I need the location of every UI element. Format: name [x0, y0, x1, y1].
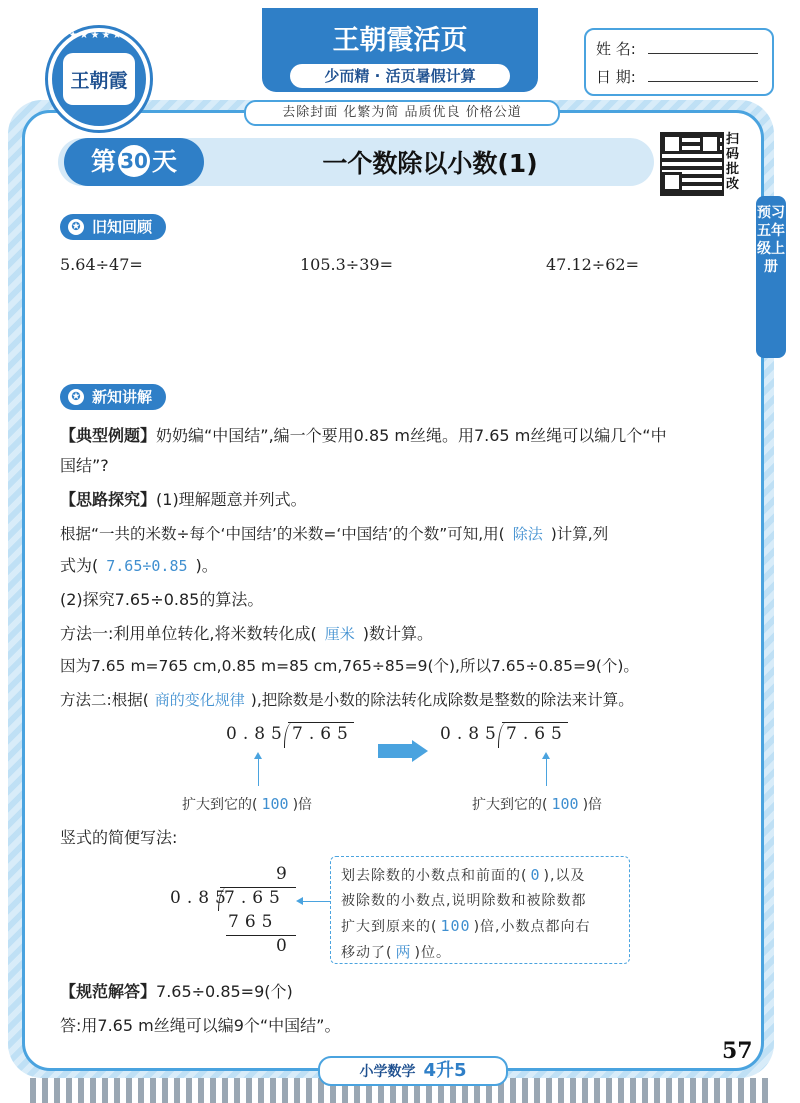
method2-text-end: ),把除数是小数的除法转化成除数是整数的除法来计算。 — [250, 691, 634, 709]
answer-line — [60, 980, 293, 1004]
dividend-left: 7.65 — [292, 724, 354, 744]
divisor-left: 0.85 — [226, 724, 288, 744]
note-line-3 — [341, 914, 619, 940]
vertical-remainder: 0 — [276, 936, 293, 956]
slogan: 去除封面 化繁为简 品质优良 价格公道 — [244, 100, 560, 126]
note-line-1 — [341, 863, 619, 889]
dividend-right: 7.65 — [506, 724, 568, 744]
formula-answer: 7.65÷0.85 — [106, 557, 188, 575]
formula-line — [60, 554, 218, 578]
caption-text-end: )倍 — [582, 797, 603, 813]
footer-badge — [318, 1056, 508, 1086]
qr-corner-icon — [662, 172, 682, 192]
explore-step1: (1)理解题意并列式。 — [156, 490, 307, 509]
up-arrow-icon — [258, 758, 259, 786]
name-field[interactable] — [648, 39, 758, 54]
qr-corner-icon — [662, 134, 682, 154]
vertical-dividend: 7.65 — [224, 888, 286, 908]
medal-icon: ✪ — [68, 219, 84, 235]
logo-stars-icon: ★★★★★ — [68, 30, 124, 41]
caption-text: 扩大到它的( — [182, 797, 258, 813]
method2-answer: 商的变化规律 — [154, 691, 245, 709]
method1-answer: 厘米 — [324, 625, 355, 643]
explanation-note — [330, 856, 630, 964]
exercise-2: 105.3÷39= — [300, 255, 393, 274]
exercise-1: 5.64÷47= — [60, 255, 143, 274]
qr-corner-icon — [700, 134, 720, 154]
note-text-end: )位。 — [414, 945, 451, 961]
side-tab-grade: 预习五年级上册 — [756, 196, 786, 358]
brand-title: 王朝霞活页 — [332, 25, 468, 56]
answer-equation: 7.65÷0.85=9(个) — [156, 982, 293, 1001]
date-label: 日 期: — [596, 68, 636, 86]
scan-label: 扫码批改 — [726, 132, 740, 192]
day-suffix: 天 — [152, 147, 178, 176]
name-date-box — [584, 28, 774, 96]
note-answer: 100 — [440, 917, 471, 935]
vertical-divisor: 0.85 — [170, 888, 232, 908]
vertical-product: 765 — [228, 912, 279, 932]
quotient: 9 — [276, 864, 293, 884]
formula-text: 式为( — [60, 556, 99, 575]
day-number: 30 — [118, 145, 150, 177]
divisor-right: 0.85 — [440, 724, 502, 744]
reason-text-end: )计算,列 — [550, 525, 609, 543]
caption-answer: 100 — [261, 795, 289, 813]
left-arrow-icon — [296, 897, 303, 905]
caption-right — [472, 794, 602, 814]
note-answer: 两 — [395, 943, 412, 961]
note-line-4 — [341, 940, 619, 966]
note-text: 划去除数的小数点和前面的( — [341, 868, 528, 884]
method1-text: 方法一:利用单位转化,将米数转化成( — [60, 624, 317, 643]
right-arrow-head — [412, 740, 428, 762]
caption-text-end: )倍 — [292, 797, 313, 813]
reason-text: 根据“一共的米数÷每个‘中国结’的米数=‘中国结’的个数”可知,用( — [60, 525, 505, 543]
reason-answer: 除法 — [512, 525, 543, 543]
note-text: 移动了( — [341, 945, 393, 961]
page-number: 57 — [722, 1038, 753, 1064]
note-text-end: ),以及 — [543, 868, 586, 884]
division-bar — [502, 722, 568, 723]
formula-text-end: )。 — [195, 556, 218, 575]
note-line-2: 被除数的小数点,说明除数和被除数都 — [341, 893, 587, 909]
vertical-label: 竖式的简便写法: — [60, 828, 178, 847]
explore-line — [60, 488, 307, 512]
brand-subtitle: 少而精 · 活页暑假计算 — [290, 64, 510, 88]
lesson-title: 一个数除以小数(1) — [322, 149, 538, 178]
method1-text-end: )数计算。 — [362, 624, 433, 643]
review-heading-label: 旧知回顾 — [92, 218, 153, 236]
day-prefix: 第 — [90, 147, 116, 176]
note-answer: 0 — [530, 866, 541, 884]
explore-step2: (2)探究7.65÷0.85的算法。 — [60, 590, 264, 609]
lesson-heading — [60, 384, 166, 410]
exercise-3: 47.12÷62= — [546, 255, 639, 274]
caption-answer: 100 — [551, 795, 579, 813]
example-line-1 — [60, 424, 667, 448]
note-text-end: )倍,小数点都向右 — [473, 919, 591, 935]
example-tag: 【典型例题】 — [60, 426, 157, 445]
name-label: 姓 名: — [596, 40, 636, 58]
medal-icon: ✪ — [68, 389, 84, 405]
review-heading — [60, 214, 166, 240]
day-badge — [64, 138, 204, 186]
method2-line — [60, 688, 634, 712]
example-line-2: 国结”? — [60, 456, 109, 475]
logo-text: 王朝霞 — [63, 53, 135, 105]
caption-text: 扩大到它的( — [472, 797, 548, 813]
caption-left — [182, 794, 312, 814]
lesson-heading-label: 新知讲解 — [92, 388, 153, 406]
answer-tag: 【规范解答】 — [60, 982, 157, 1001]
right-arrow-icon — [378, 744, 414, 758]
example-text: 奶奶编“中国结”,编一个要用0.85 m丝绳。用7.65 m丝绳可以编几个“中 — [156, 426, 667, 445]
reason-line — [60, 522, 608, 546]
up-arrow-icon — [546, 758, 547, 786]
method2-text: 方法二:根据( — [60, 691, 149, 709]
method1-line — [60, 622, 433, 646]
note-text: 扩大到原来的( — [341, 919, 438, 935]
footer-grade: 4升5 — [423, 1060, 467, 1081]
date-field[interactable] — [648, 67, 758, 82]
division-bar — [288, 722, 354, 723]
answer-statement: 答:用7.65 m丝绳可以编9个“中国结”。 — [60, 1016, 341, 1035]
method1-calc: 因为7.65 m=765 cm,0.85 m=85 cm,765÷85=9(个),所以7.65÷0.85=9(个)。 — [60, 657, 639, 675]
explore-tag: 【思路探究】 — [60, 490, 157, 509]
brand-logo — [48, 28, 150, 130]
footer-subject: 小学数学 — [359, 1064, 416, 1080]
